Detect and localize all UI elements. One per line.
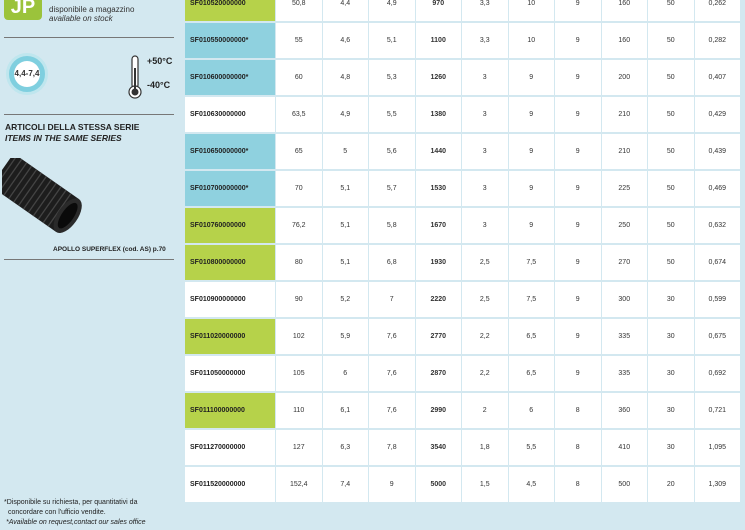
cell-pitch: 5,7	[369, 171, 415, 206]
cell-inner-diameter: 105	[276, 356, 322, 391]
cell-burst-pressure: 250	[602, 208, 648, 243]
cell-pitch: 7,6	[369, 393, 415, 428]
cell-pitch: 5,3	[369, 60, 415, 95]
cell-pitch: 5,5	[369, 97, 415, 132]
cell-bend-radius: 2,2	[462, 319, 508, 354]
cell-inner-diameter: 110	[276, 393, 322, 428]
temp-min: -40°C	[147, 80, 171, 90]
cell-bend-radius: 3	[462, 97, 508, 132]
cell-pitch: 9	[369, 467, 415, 502]
cell-weight: 1380	[416, 97, 462, 132]
cell-weight: 1100	[416, 23, 462, 58]
cell-inner-diameter: 60	[276, 60, 322, 95]
product-code: SF010650000000*	[185, 134, 275, 169]
cell-vacuum: 9	[555, 245, 601, 280]
cell-inner-diameter: 50,8	[276, 0, 322, 21]
cell-burst-pressure: 300	[602, 282, 648, 317]
product-code: SF011100000000	[185, 393, 275, 428]
thermometer-icon	[125, 54, 145, 100]
divider	[4, 37, 174, 38]
cell-price: 0,692	[695, 356, 741, 391]
cell-working-pressure: 10	[509, 0, 555, 21]
cell-wall-thickness: 5,9	[323, 319, 369, 354]
hose-image	[2, 158, 88, 244]
cell-price: 0,407	[695, 60, 741, 95]
cell-vacuum: 9	[555, 208, 601, 243]
cell-working-pressure: 6	[509, 393, 555, 428]
cell-length: 50	[648, 23, 694, 58]
cell-length: 30	[648, 356, 694, 391]
cell-vacuum: 9	[555, 0, 601, 21]
cell-inner-diameter: 80	[276, 245, 322, 280]
cell-working-pressure: 10	[509, 23, 555, 58]
cell-burst-pressure: 270	[602, 245, 648, 280]
product-code: SF011520000000	[185, 467, 275, 502]
divider	[4, 259, 174, 260]
product-code: SF010520000000	[185, 0, 275, 21]
gauge-range-label: 4,4-7,4	[14, 69, 40, 78]
cell-working-pressure: 7,5	[509, 245, 555, 280]
cell-burst-pressure: 200	[602, 60, 648, 95]
cell-bend-radius: 2	[462, 393, 508, 428]
cell-inner-diameter: 70	[276, 171, 322, 206]
range-gauge-icon	[6, 53, 48, 95]
cell-wall-thickness: 5,1	[323, 171, 369, 206]
product-code: SF010550000000*	[185, 23, 275, 58]
cell-burst-pressure: 160	[602, 0, 648, 21]
cell-length: 30	[648, 282, 694, 317]
cell-price: 0,675	[695, 319, 741, 354]
cell-vacuum: 9	[555, 171, 601, 206]
series-heading-it: ARTICOLI DELLA STESSA SERIE	[5, 122, 140, 132]
related-item-caption: APOLLO SUPERFLEX (cod. AS) p.70	[53, 246, 166, 253]
cell-wall-thickness: 7,4	[323, 467, 369, 502]
cell-weight: 1440	[416, 134, 462, 169]
cell-price: 0,599	[695, 282, 741, 317]
cell-burst-pressure: 210	[602, 97, 648, 132]
cell-weight: 2870	[416, 356, 462, 391]
cell-burst-pressure: 225	[602, 171, 648, 206]
cell-length: 30	[648, 430, 694, 465]
cell-burst-pressure: 360	[602, 393, 648, 428]
cell-weight: 2220	[416, 282, 462, 317]
cell-working-pressure: 9	[509, 171, 555, 206]
cell-length: 50	[648, 0, 694, 21]
cell-price: 1,309	[695, 467, 741, 502]
cell-weight: 1260	[416, 60, 462, 95]
cell-inner-diameter: 102	[276, 319, 322, 354]
cell-pitch: 6,8	[369, 245, 415, 280]
cell-price: 0,262	[695, 0, 741, 21]
cell-length: 50	[648, 60, 694, 95]
cell-inner-diameter: 90	[276, 282, 322, 317]
cell-price: 0,429	[695, 97, 741, 132]
cell-inner-diameter: 55	[276, 23, 322, 58]
cell-bend-radius: 2,5	[462, 245, 508, 280]
cell-wall-thickness: 4,4	[323, 0, 369, 21]
product-code: SF010700000000*	[185, 171, 275, 206]
cell-pitch: 7,8	[369, 430, 415, 465]
product-code: SF011050000000	[185, 356, 275, 391]
product-code: SF010760000000	[185, 208, 275, 243]
stock-label-it: disponibile a magazzino	[49, 5, 135, 14]
cell-price: 1,095	[695, 430, 741, 465]
temp-max: +50°C	[147, 56, 173, 66]
cell-vacuum: 9	[555, 134, 601, 169]
cell-wall-thickness: 5	[323, 134, 369, 169]
cell-weight: 2990	[416, 393, 462, 428]
series-heading-en: ITEMS IN THE SAME SERIES	[5, 133, 122, 143]
cell-burst-pressure: 210	[602, 134, 648, 169]
sidebar	[0, 0, 180, 530]
cell-working-pressure: 6,5	[509, 319, 555, 354]
cell-burst-pressure: 160	[602, 23, 648, 58]
product-code: SF010600000000*	[185, 60, 275, 95]
cell-working-pressure: 6,5	[509, 356, 555, 391]
cell-length: 50	[648, 134, 694, 169]
cell-length: 50	[648, 208, 694, 243]
product-code: SF010900000000	[185, 282, 275, 317]
cell-price: 0,721	[695, 393, 741, 428]
cell-vacuum: 9	[555, 319, 601, 354]
stock-label-en: available on stock	[49, 14, 113, 23]
cell-bend-radius: 3	[462, 134, 508, 169]
cell-weight: 5000	[416, 467, 462, 502]
cell-inner-diameter: 152,4	[276, 467, 322, 502]
cell-working-pressure: 7,5	[509, 282, 555, 317]
cell-bend-radius: 3	[462, 208, 508, 243]
cell-bend-radius: 1,8	[462, 430, 508, 465]
cell-vacuum: 9	[555, 282, 601, 317]
cell-vacuum: 9	[555, 60, 601, 95]
cell-bend-radius: 3,3	[462, 23, 508, 58]
cell-wall-thickness: 4,8	[323, 60, 369, 95]
cell-bend-radius: 2,2	[462, 356, 508, 391]
cell-vacuum: 9	[555, 97, 601, 132]
cell-price: 0,632	[695, 208, 741, 243]
cell-bend-radius: 1,5	[462, 467, 508, 502]
product-code: SF010630000000	[185, 97, 275, 132]
cell-weight: 1670	[416, 208, 462, 243]
cell-wall-thickness: 6,1	[323, 393, 369, 428]
cell-pitch: 4,9	[369, 0, 415, 21]
cell-wall-thickness: 5,1	[323, 208, 369, 243]
cell-vacuum: 8	[555, 467, 601, 502]
cell-working-pressure: 5,5	[509, 430, 555, 465]
cell-working-pressure: 9	[509, 134, 555, 169]
cell-length: 20	[648, 467, 694, 502]
divider	[4, 114, 174, 115]
footnote-en-1: *Available on request,contact our sales office	[6, 519, 146, 526]
cell-wall-thickness: 5,2	[323, 282, 369, 317]
cell-wall-thickness: 6	[323, 356, 369, 391]
cell-burst-pressure: 410	[602, 430, 648, 465]
product-code: SF010800000000	[185, 245, 275, 280]
cell-weight: 2770	[416, 319, 462, 354]
product-code: SF011270000000	[185, 430, 275, 465]
cell-working-pressure: 4,5	[509, 467, 555, 502]
cell-bend-radius: 2,5	[462, 282, 508, 317]
cell-weight: 3540	[416, 430, 462, 465]
cell-wall-thickness: 4,9	[323, 97, 369, 132]
cell-price: 0,674	[695, 245, 741, 280]
cell-length: 50	[648, 171, 694, 206]
cell-wall-thickness: 4,6	[323, 23, 369, 58]
cell-working-pressure: 9	[509, 208, 555, 243]
cell-bend-radius: 3	[462, 60, 508, 95]
footnote-it-1: *Disponibile su richiesta, per quantitativi da	[4, 499, 138, 506]
jp-logo: JP	[4, 0, 42, 20]
cell-inner-diameter: 65	[276, 134, 322, 169]
cell-vacuum: 9	[555, 356, 601, 391]
footnote-it-2: concordare con l'ufficio vendite.	[8, 509, 106, 516]
cell-price: 0,439	[695, 134, 741, 169]
cell-pitch: 7	[369, 282, 415, 317]
cell-pitch: 7,6	[369, 356, 415, 391]
cell-vacuum: 9	[555, 23, 601, 58]
cell-weight: 1530	[416, 171, 462, 206]
cell-vacuum: 8	[555, 393, 601, 428]
cell-bend-radius: 3,3	[462, 0, 508, 21]
cell-price: 0,469	[695, 171, 741, 206]
cell-vacuum: 8	[555, 430, 601, 465]
cell-pitch: 5,8	[369, 208, 415, 243]
cell-inner-diameter: 127	[276, 430, 322, 465]
cell-length: 30	[648, 319, 694, 354]
cell-length: 30	[648, 393, 694, 428]
cell-burst-pressure: 335	[602, 356, 648, 391]
cell-weight: 1930	[416, 245, 462, 280]
cell-length: 50	[648, 97, 694, 132]
product-code: SF011020000000	[185, 319, 275, 354]
cell-inner-diameter: 76,2	[276, 208, 322, 243]
cell-pitch: 5,1	[369, 23, 415, 58]
cell-pitch: 7,6	[369, 319, 415, 354]
cell-working-pressure: 9	[509, 97, 555, 132]
cell-bend-radius: 3	[462, 171, 508, 206]
cell-length: 50	[648, 245, 694, 280]
cell-inner-diameter: 63,5	[276, 97, 322, 132]
cell-burst-pressure: 335	[602, 319, 648, 354]
cell-burst-pressure: 500	[602, 467, 648, 502]
cell-pitch: 5,6	[369, 134, 415, 169]
cell-weight: 970	[416, 0, 462, 21]
cell-price: 0,282	[695, 23, 741, 58]
cell-wall-thickness: 5,1	[323, 245, 369, 280]
cell-working-pressure: 9	[509, 60, 555, 95]
cell-wall-thickness: 6,3	[323, 430, 369, 465]
